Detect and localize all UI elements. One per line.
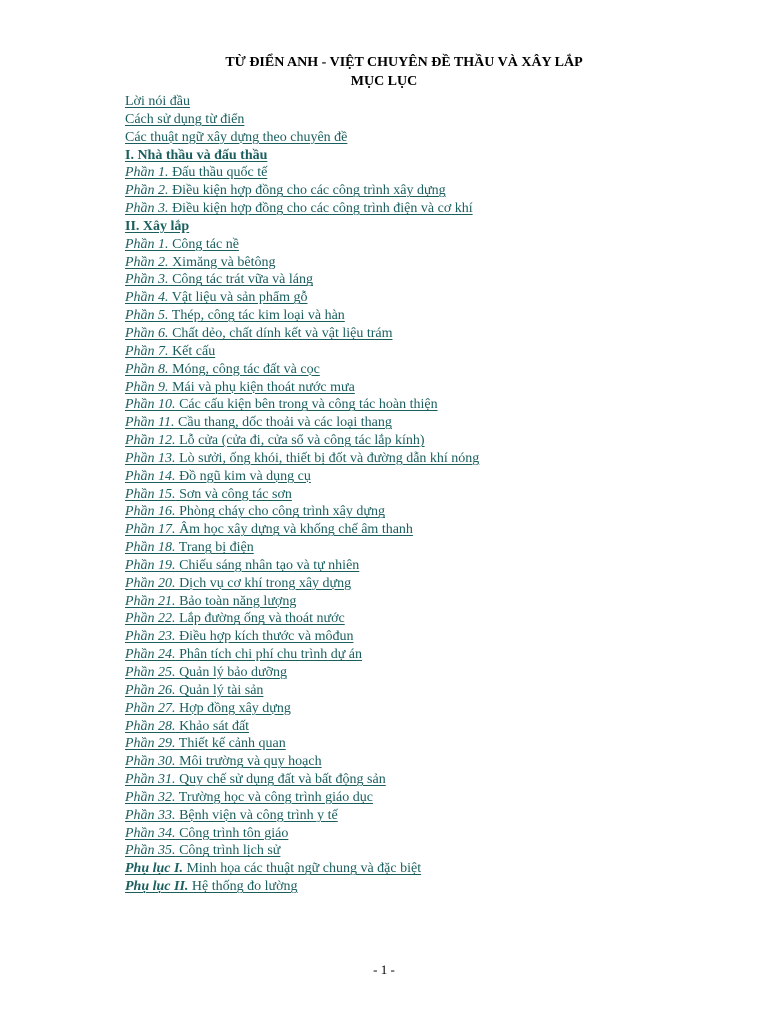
- toc-row: [125, 682, 725, 700]
- part-number: Phần 26.: [125, 682, 176, 698]
- part-number: Phần 14.: [125, 468, 176, 484]
- toc-row: [125, 575, 725, 593]
- toc-row: [125, 111, 725, 129]
- toc-part-link[interactable]: [125, 255, 275, 270]
- part-number: Phần 12.: [125, 433, 176, 449]
- toc-link[interactable]: Cách sử dụng từ điển: [125, 111, 245, 127]
- toc-entry-title: Quản lý bảo dưỡng: [175, 665, 287, 680]
- toc-row: [125, 521, 725, 539]
- toc-row: [125, 147, 725, 165]
- part-number: Phần 23.: [125, 629, 176, 645]
- toc-entry-title: Bệnh viện và công trình y tế: [175, 807, 338, 823]
- toc-part-link[interactable]: [125, 629, 353, 644]
- toc-entry-title: Âm học xây dựng và khống chế âm thanh: [175, 522, 413, 538]
- toc-entry-title: Sơn và công tác sơn: [175, 486, 292, 502]
- appendix-number: Phụ lục I.: [125, 861, 183, 877]
- part-number: Phần 25.: [125, 665, 176, 680]
- toc-row: [125, 432, 725, 450]
- part-number: Phần 32.: [125, 789, 176, 805]
- toc-row: [125, 218, 725, 236]
- toc-entry-title: Môi trường và quy hoạch: [175, 754, 322, 770]
- part-number: Phần 30.: [125, 754, 176, 770]
- toc-row: [125, 557, 725, 575]
- toc-entry-title: Móng, công tác đất và cọc: [168, 361, 320, 377]
- toc-part-link[interactable]: [125, 808, 338, 823]
- toc-part-link[interactable]: [125, 451, 479, 466]
- toc-entry-title: Bảo toàn năng lượng: [175, 593, 297, 609]
- toc-part-link[interactable]: [125, 469, 311, 484]
- part-number: Phần 7.: [125, 343, 169, 359]
- toc-row: [125, 396, 725, 414]
- toc-row: [125, 628, 725, 646]
- toc-row: [125, 93, 725, 111]
- toc-row: [125, 361, 725, 379]
- toc-entry-title: Kết cấu: [168, 343, 216, 359]
- toc-row: [125, 343, 725, 361]
- toc-row: [125, 289, 725, 307]
- part-number: Phần 8.: [125, 361, 169, 377]
- part-number: Phần 3.: [125, 201, 169, 217]
- toc-part-link[interactable]: [125, 558, 359, 573]
- toc-row: [125, 486, 725, 504]
- toc-part-link[interactable]: [125, 344, 215, 359]
- toc-part-link[interactable]: [125, 290, 308, 305]
- part-number: Phần 29.: [125, 736, 176, 752]
- part-number: Phần 35.: [125, 843, 176, 859]
- toc-row: [125, 182, 725, 200]
- toc-part-link[interactable]: [125, 683, 263, 698]
- toc-entry-title: Khảo sát đất: [175, 718, 250, 734]
- part-number: Phần 33.: [125, 807, 176, 823]
- toc-link[interactable]: Lời nói đầu: [125, 94, 190, 109]
- part-number: Phần 22.: [125, 611, 176, 627]
- part-number: Phần 34.: [125, 825, 176, 841]
- toc-entry-title: Điều kiện hợp đồng cho các công trình xây dựng: [168, 183, 446, 199]
- toc-part-link[interactable]: [125, 237, 239, 252]
- part-number: Phần 21.: [125, 593, 176, 609]
- toc-row: [125, 539, 725, 557]
- toc-part-link[interactable]: [125, 736, 286, 751]
- toc-part-link[interactable]: [125, 272, 313, 287]
- toc-entry-title: Phân tích chi phí chu trình dự án: [175, 647, 363, 663]
- toc-part-link[interactable]: [125, 611, 345, 626]
- page-number: - 1 -: [373, 962, 395, 977]
- toc-row: [125, 414, 725, 432]
- part-number: Phần 1.: [125, 165, 169, 181]
- toc-row: [125, 718, 725, 736]
- toc-entry-title: Quy chế sử dụng đất và bất động sản: [175, 772, 386, 788]
- toc-entry-title: Công trình lịch sử: [175, 843, 281, 859]
- toc-entry-title: Hợp đồng xây dựng: [175, 700, 291, 716]
- toc-appendix-link[interactable]: [125, 879, 298, 894]
- appendix-number: Phụ lục II.: [125, 879, 189, 895]
- toc-entry-title: Vật liệu và sản phẩm gỗ: [168, 290, 308, 306]
- toc-part-link[interactable]: [125, 701, 291, 716]
- part-number: Phần 2.: [125, 183, 169, 199]
- part-number: Phần 20.: [125, 575, 176, 591]
- part-number: Phần 5.: [125, 308, 169, 324]
- toc-part-link[interactable]: [125, 719, 249, 734]
- toc-part-link[interactable]: [125, 843, 280, 858]
- toc-row: [125, 164, 725, 182]
- toc-row: [125, 593, 725, 611]
- part-number: Phần 9.: [125, 379, 169, 395]
- toc-entry-title: Trang bị điện: [175, 540, 254, 556]
- toc-row: [125, 129, 725, 147]
- toc-part-link[interactable]: [125, 665, 287, 680]
- toc-part-link[interactable]: [125, 487, 292, 502]
- toc-part-link[interactable]: [125, 415, 392, 430]
- toc-row: [125, 236, 725, 254]
- toc-entry-title: Thép, công tác kim loại và hàn: [168, 308, 345, 324]
- toc-entry-title: Phòng cháy cho công trình xây dựng: [175, 504, 385, 520]
- part-number: Phần 15.: [125, 486, 176, 502]
- toc-row: [125, 379, 725, 397]
- part-number: Phần 19.: [125, 557, 176, 573]
- part-number: Phần 27.: [125, 700, 176, 716]
- toc-entry-title: Dịch vụ cơ khí trong xây dựng: [175, 575, 352, 591]
- toc-entry-title: Đấu thầu quốc tế: [168, 165, 268, 181]
- toc-entry-title: Cầu thang, dốc thoải và các loại thang: [174, 415, 392, 431]
- toc-entry-title: Ximăng và bêtông: [168, 254, 276, 270]
- toc-row: [125, 610, 725, 628]
- toc-entry-title: Đồ ngũ kim và dụng cụ: [175, 468, 311, 484]
- toc-row: [125, 200, 725, 218]
- part-number: Phần 2.: [125, 254, 169, 270]
- toc-entry-title: Chất dẻo, chất dính kết và vật liệu trám: [168, 325, 393, 341]
- toc-row: [125, 468, 725, 486]
- table-of-contents: [125, 93, 725, 896]
- toc-row: [125, 700, 725, 718]
- toc-row: [125, 503, 725, 521]
- toc-entry-title: Công trình tôn giáo: [175, 825, 289, 841]
- toc-entry-title: Minh họa các thuật ngữ chung và đặc biệt: [182, 861, 422, 877]
- toc-part-link[interactable]: [125, 380, 355, 395]
- toc-entry-title: Lò sưởi, ống khói, thiết bị đốt và đường dẫn khí nóng: [175, 450, 480, 466]
- toc-section-link[interactable]: I. Nhà thầu và đấu thầu: [125, 147, 268, 163]
- toc-row: [125, 753, 725, 771]
- toc-part-link[interactable]: [125, 772, 386, 787]
- part-number: Phần 10.: [125, 397, 176, 413]
- toc-row: [125, 271, 725, 289]
- part-number: Phần 24.: [125, 647, 176, 663]
- toc-part-link[interactable]: [125, 576, 351, 591]
- toc-row: [125, 735, 725, 753]
- toc-entry-title: Hệ thống đo lường: [188, 879, 298, 895]
- toc-row: [125, 878, 725, 896]
- toc-entry-title: Điều kiện hợp đồng cho các công trình điện và cơ khí: [168, 201, 473, 217]
- toc-row: [125, 307, 725, 325]
- part-number: Phần 11.: [125, 415, 175, 431]
- toc-part-link[interactable]: [125, 183, 446, 198]
- toc-part-link[interactable]: [125, 165, 267, 180]
- toc-section-link[interactable]: II. Xây lắp: [125, 218, 190, 234]
- toc-row: [125, 664, 725, 682]
- part-number: Phần 16.: [125, 504, 176, 520]
- toc-part-link[interactable]: [125, 826, 288, 841]
- toc-row: [125, 789, 725, 807]
- toc-entry-title: Lỗ cửa (cửa đi, cửa sổ và công tác lắp kính): [175, 433, 425, 449]
- toc-entry-title: Điều hợp kích thước và môđun: [175, 629, 354, 645]
- document-title: TỪ ĐIỂN ANH - VIỆT CHUYÊN ĐỀ THẦU VÀ XÂY LẮP: [225, 55, 583, 70]
- part-number: Phần 31.: [125, 772, 176, 788]
- toc-entry-title: Thiết kế cảnh quan: [175, 736, 286, 752]
- toc-part-link[interactable]: [125, 594, 296, 609]
- toc-row: [125, 807, 725, 825]
- toc-part-link[interactable]: [125, 754, 322, 769]
- part-number: Phần 13.: [125, 450, 176, 466]
- toc-entry-title: Lắp đường ống và thoát nước: [175, 611, 345, 627]
- toc-part-link[interactable]: [125, 326, 393, 341]
- toc-row: [125, 325, 725, 343]
- toc-row: [125, 860, 725, 878]
- toc-part-link[interactable]: [125, 540, 254, 555]
- toc-row: [125, 646, 725, 664]
- toc-row: [125, 825, 725, 843]
- toc-part-link[interactable]: [125, 433, 425, 448]
- toc-part-link[interactable]: [125, 397, 438, 412]
- toc-entry-title: Công tác trát vữa và láng: [168, 272, 313, 288]
- toc-entry-title: Trường học và công trình giáo dục: [175, 789, 373, 805]
- toc-row: [125, 450, 725, 468]
- toc-link[interactable]: Các thuật ngữ xây dựng theo chuyên đề: [125, 129, 348, 145]
- part-number: Phần 28.: [125, 718, 176, 734]
- toc-appendix-link[interactable]: [125, 861, 421, 876]
- toc-entry-title: Mái và phụ kiện thoát nước mưa: [168, 379, 355, 395]
- toc-part-link[interactable]: [125, 362, 320, 377]
- toc-entry-title: Chiếu sáng nhân tạo và tự nhiên: [175, 557, 360, 573]
- toc-entry-title: Quản lý tài sản: [175, 682, 264, 698]
- toc-entry-title: Các cấu kiện bên trong và công tác hoàn thiện: [175, 397, 438, 413]
- toc-part-link[interactable]: [125, 504, 385, 519]
- toc-part-link[interactable]: [125, 522, 413, 537]
- part-number: Phần 3.: [125, 272, 169, 288]
- toc-entry-title: Công tác nề: [168, 236, 239, 252]
- toc-row: [125, 842, 725, 860]
- toc-heading: MỤC LỤC: [350, 74, 418, 89]
- part-number: Phần 1.: [125, 236, 169, 252]
- toc-part-link[interactable]: [125, 647, 362, 662]
- toc-part-link[interactable]: [125, 201, 473, 216]
- toc-row: [125, 771, 725, 789]
- part-number: Phần 18.: [125, 540, 176, 556]
- toc-part-link[interactable]: [125, 308, 345, 323]
- part-number: Phần 4.: [125, 290, 169, 306]
- toc-part-link[interactable]: [125, 790, 373, 805]
- part-number: Phần 6.: [125, 325, 169, 341]
- part-number: Phần 17.: [125, 522, 176, 538]
- toc-row: [125, 254, 725, 272]
